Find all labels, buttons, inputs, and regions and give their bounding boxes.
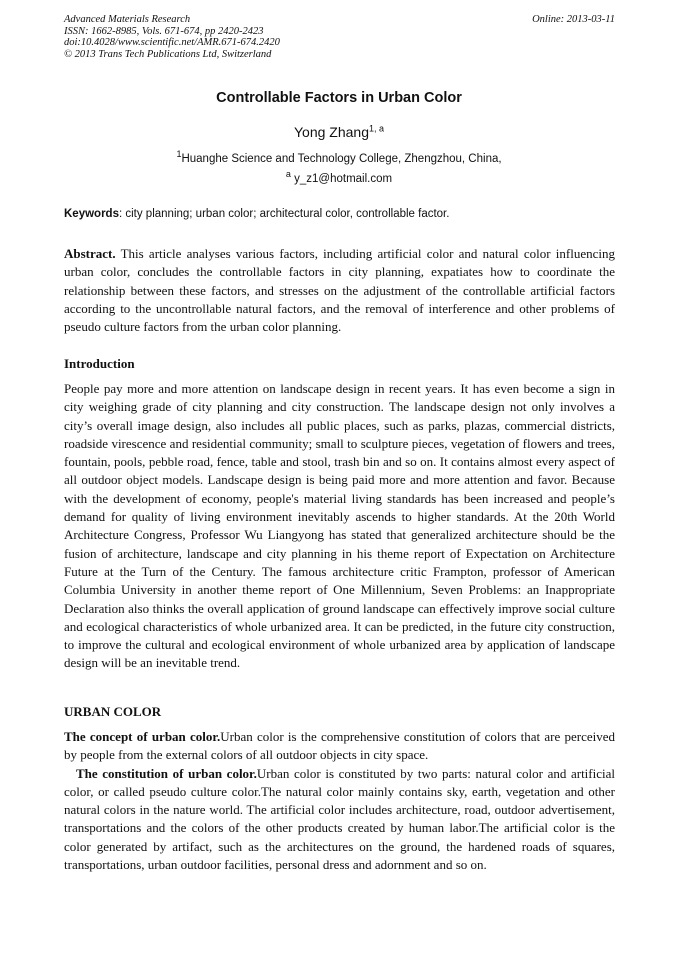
- constitution-paragraph: [64, 765, 615, 875]
- introduction-text: People pay more and more attention on landscape design in recent years. It has even become a sign in city weighing grade of city planning and city construction. The landscape design not only involves a city’s overall image design, also includes all public places, such as parks, plazas, commercial districts, roadside virescence and residential community; small to sculpture pieces, vegetation of flowers and trees, fountain, pools, pebble road, fence, table and stool, trash bin and so on. It contains almost every aspect of all outdoor object models. Landscape design is being paid more and more attention and favor. Because with the development of economy, people's material living standards has been increased and people’s demand for quality of living environment inevitably ascends to higher standards. At the 20th World Architecture Congress, Professor Wu Liangyong has stated that generalized architecture should be the fusion of architecture, landscape and city planning in his theme report of Expectation on Architecture Future at the Turn of the Century. The famous architecture critic Frampton, professor of American Columbia University in another theme report of One Millennium, Seven Problems: an Inappropriate Declaration also thinks the overall application of ground landscape can effectively improve social culture and ecological characteristics of whole urbanized area. It can be predicted, in the future city construction, to improve the cultural and ecological environment of whole urbanized area by application of landscape design will be an inevitable trend.: [64, 381, 615, 671]
- affiliation-line: [0, 149, 678, 165]
- urban-color-heading: URBAN COLOR: [64, 704, 162, 719]
- journal-header: [64, 14, 615, 60]
- paper-title: Controllable Factors in Urban Color: [216, 90, 462, 106]
- email-text: y_z1@hotmail.com: [294, 173, 393, 185]
- introduction-heading: Introduction: [64, 356, 135, 371]
- author-superscript: 1, a: [368, 123, 384, 134]
- concept-text: Urban color is the comprehensive constitution of colors that are perceived by people from the external colors of all outdoor objects in city space.: [64, 729, 615, 763]
- constitution-label: The constitution of urban color.: [76, 765, 257, 781]
- author-name: Yong Zhang: [293, 124, 369, 140]
- keywords-label: Keywords: [64, 208, 119, 220]
- abstract-text: This article analyses various factors, including artificial color and natural color influencing urban color, concludes the controllable factors in city planning, expatiates how to coordinate the relationship between these factors, and stresses on the adjustment of the controllable artificial factors according to the uncontrollable natural factors, and the removal of interference and other problems of pseudo culture factors from the urban color planning.: [64, 246, 615, 335]
- author-line: [0, 124, 678, 140]
- doi-line: doi:10.4028/www.scientific.net/AMR.671-674.2420: [64, 37, 280, 48]
- keywords-text: : city planning; urban color; architectural color, controllable factor.: [118, 208, 450, 220]
- affiliation-text: Huanghe Science and Technology College, Zhengzhou, China,: [181, 153, 502, 165]
- email-superscript: a: [285, 169, 291, 180]
- urban-color-section: [64, 728, 615, 874]
- concept-label: The concept of urban color.: [64, 729, 221, 744]
- concept-paragraph: [64, 728, 615, 765]
- email-line: [0, 169, 678, 185]
- keywords: [64, 208, 615, 220]
- abstract: [64, 245, 615, 336]
- issn-line: ISSN: 1662-8985, Vols. 671-674, pp 2420-2423: [64, 25, 264, 37]
- constitution-text: Urban color is constituted by two parts: natural color and artificial color, or called pseudo culture color.The natural color mainly contains sky, earth, vegetation and other natural colors in the nature world. The artificial color includes architecture, road, outdoor advertisement, transportations and the colors of the other products created by human labor.The artificial color is the color generated by artifact, such as the architectures on the ground, the hardened roads of squares, transportations, urban outdoor facilities, personal dress and adornment and so on.: [64, 765, 615, 873]
- affiliation-superscript: 1: [176, 149, 182, 160]
- journal-name: Advanced Materials Research: [64, 14, 191, 25]
- abstract-label: Abstract.: [64, 246, 116, 261]
- online-date: Online: 2013-03-11: [532, 14, 615, 25]
- copyright-line: © 2013 Trans Tech Publications Ltd, Switzerland: [64, 48, 272, 60]
